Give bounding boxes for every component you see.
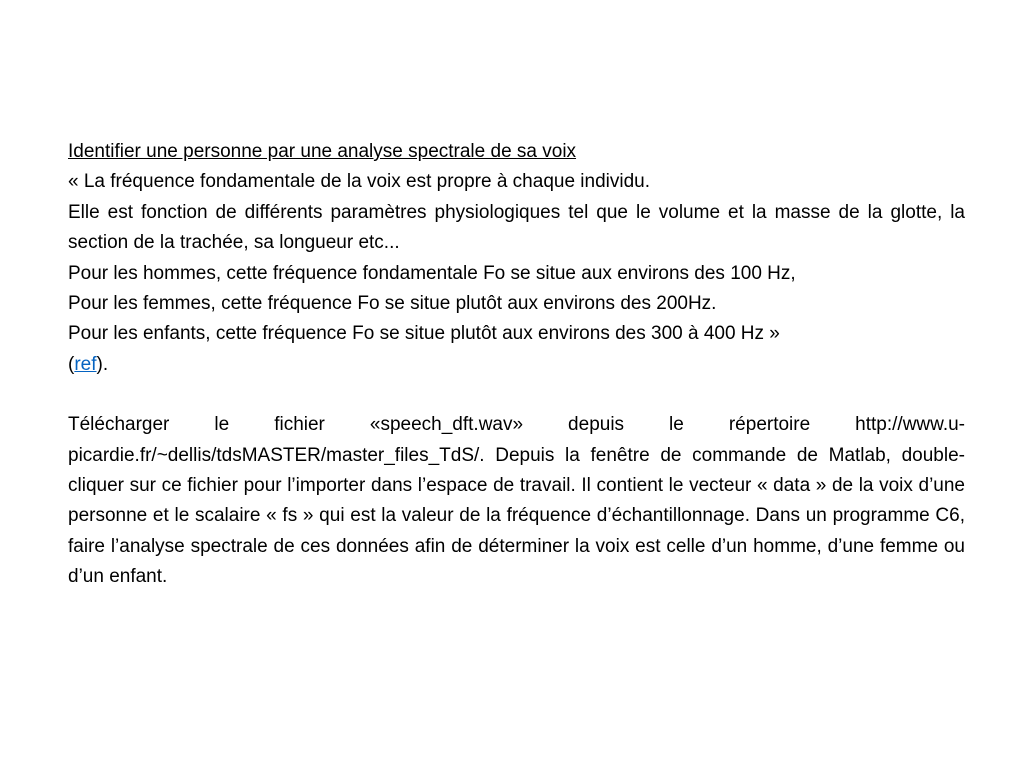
children-frequency-line xyxy=(68,319,965,380)
instructions-paragraph: Télécharger le fichier «speech_dft.wav» depuis le répertoire http://www.u-picardie.fr/~dellis/tdsMASTER/master_files_TdS/. Depuis la fenêtre de commande de Matlab, double-cliquer sur ce fichier pour l’importer dans l’espace de travail. Il contient le vecteur « data » de la voix d’une personne et le scalaire « fs » qui est la valeur de la fréquence d’échantillonnage. Dans un programme C6, faire l’analyse spectrale de ces données afin de déterminer la voix est celle d’un homme, d’une femme ou d’un enfant. xyxy=(68,414,965,588)
slide-title: Identifier une personne par une analyse spectrale de sa voix xyxy=(68,141,577,162)
children-frequency-text: Pour les enfants, cette fréquence Fo se situe plutôt aux environs des 300 à 400 Hz » xyxy=(68,323,780,345)
paragraph-spacer xyxy=(68,380,965,410)
slide-content xyxy=(68,137,965,593)
quote-paragraph: Elle est fonction de différents paramètres physiologiques tel que le volume et la masse de la glotte, la section de la trachée, sa longueur etc... xyxy=(68,201,965,254)
women-frequency-line: Pour les femmes, cette fréquence Fo se situe plutôt aux environs des 200Hz. xyxy=(68,293,717,315)
quote-line-1: « La fréquence fondamentale de la voix est propre à chaque individu. xyxy=(68,171,651,193)
ref-close-paren: ). xyxy=(96,353,109,375)
ref-open-paren: ( xyxy=(68,353,75,375)
men-frequency-line: Pour les hommes, cette fréquence fondamentale Fo se situe aux environs des 100 Hz, xyxy=(68,262,796,284)
ref-link[interactable]: ref xyxy=(74,353,97,375)
